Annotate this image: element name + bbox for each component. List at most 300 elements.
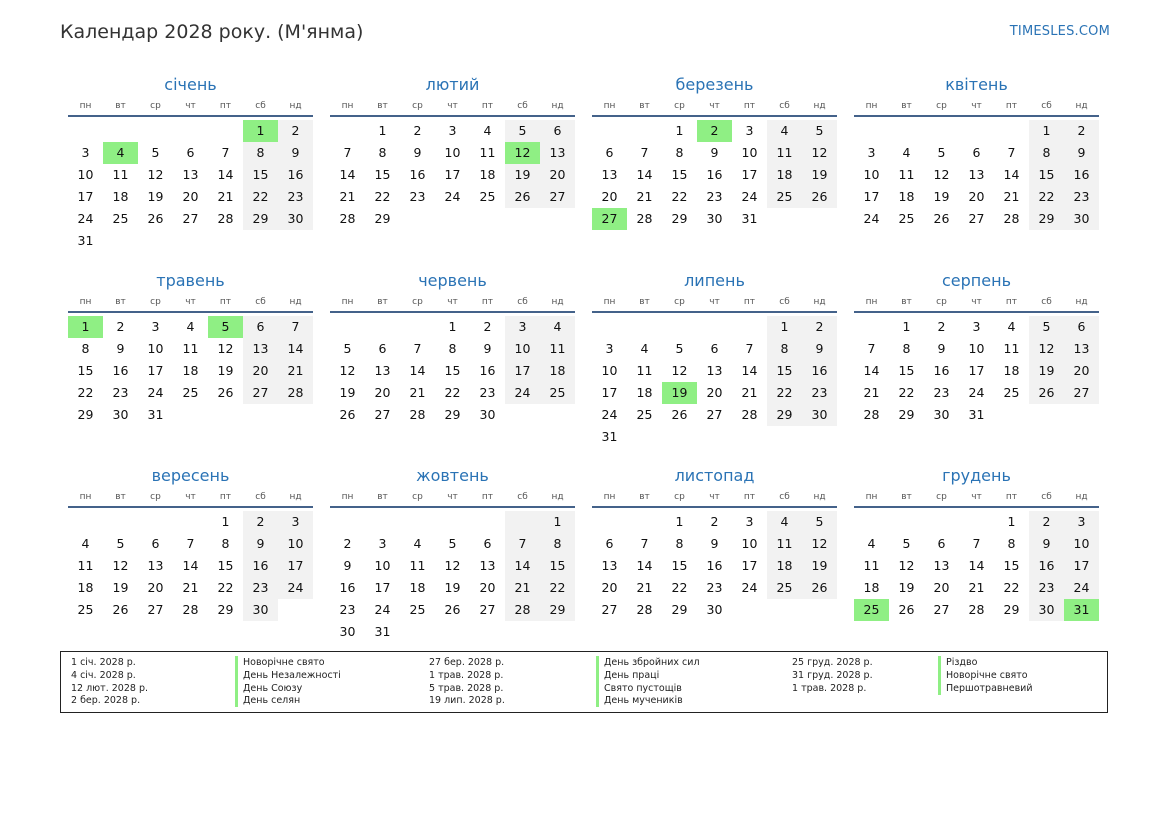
day-cell: 18	[863, 580, 880, 595]
day-cell: 11	[863, 558, 880, 573]
day-cell: 21	[863, 385, 880, 400]
day-cell: 2	[1064, 120, 1099, 142]
legend-date: 19 лип. 2028 р.	[429, 695, 505, 707]
day-cell: 12	[898, 558, 915, 573]
day-cell: 15	[1003, 558, 1020, 573]
day-cell-empty	[278, 404, 313, 426]
day-cell-empty	[540, 208, 575, 230]
legend-holiday-name: День праці	[596, 669, 659, 682]
day-cell: 1	[675, 514, 684, 529]
day-cell-empty	[435, 621, 470, 643]
weekday-label: пн	[79, 297, 92, 307]
month-name: травень	[156, 271, 225, 290]
day-cell: 19	[444, 580, 461, 595]
day-cell: 7	[1007, 145, 1016, 160]
day-cell: 21	[968, 580, 985, 595]
day-cell: 10	[444, 145, 461, 160]
day-cell: 9	[483, 341, 492, 356]
day-cell-empty	[208, 230, 243, 252]
day-cell-empty	[627, 120, 662, 142]
day-cell: 7	[640, 145, 649, 160]
day-cell: 16	[112, 363, 129, 378]
day-cell: 22	[1003, 580, 1020, 595]
weekday-label: пт	[481, 101, 494, 111]
weekday-label: чт	[185, 297, 196, 307]
day-cell: 12	[217, 341, 234, 356]
day-cell: 18	[479, 167, 496, 182]
day-cell: 21	[409, 385, 426, 400]
day-cell: 14	[863, 363, 880, 378]
day-cell-empty	[505, 621, 540, 643]
day-cell: 2	[343, 536, 352, 551]
weekday-label: нд	[289, 101, 302, 111]
day-cell: 11	[182, 341, 199, 356]
day-cell-empty	[959, 511, 994, 533]
days-grid	[592, 120, 837, 230]
day-cell: 17	[77, 189, 94, 204]
day-cell: 3	[505, 316, 540, 338]
day-cell-empty	[994, 404, 1029, 426]
day-cell: 8	[675, 536, 684, 551]
day-cell: 4	[483, 123, 492, 138]
day-cell: 11	[409, 558, 426, 573]
days-grid	[854, 120, 1099, 230]
day-cell: 7	[413, 341, 422, 356]
day-cell: 27	[479, 602, 496, 617]
day-cell-empty	[138, 120, 173, 142]
day-cell: 20	[147, 580, 164, 595]
day-cell: 28	[741, 407, 758, 422]
day-cell: 2	[710, 514, 719, 529]
day-cell: 12	[802, 533, 837, 555]
day-cell: 14	[505, 555, 540, 577]
calendar-grid	[68, 74, 1099, 660]
weekday-label: сб	[255, 101, 266, 111]
day-cell: 22	[898, 385, 915, 400]
weekday-header	[592, 97, 837, 117]
day-cell: 29	[217, 602, 234, 617]
day-cell: 5	[802, 120, 837, 142]
day-cell: 5	[448, 536, 457, 551]
day-cell: 20	[479, 580, 496, 595]
day-cell: 23	[933, 385, 950, 400]
day-cell: 15	[1029, 164, 1064, 186]
day-cell-empty	[1029, 404, 1064, 426]
weekday-label: сб	[517, 492, 528, 502]
day-cell: 17	[968, 363, 985, 378]
days-grid	[592, 511, 837, 621]
day-cell: 12	[802, 142, 837, 164]
day-cell: 14	[409, 363, 426, 378]
day-cell: 19	[1029, 360, 1064, 382]
day-cell: 12	[444, 558, 461, 573]
day-cell: 6	[605, 536, 614, 551]
day-cell-empty	[103, 230, 138, 252]
day-cell: 23	[339, 602, 356, 617]
day-cell: 14	[1003, 167, 1020, 182]
month-block	[68, 74, 313, 270]
day-cell: 30	[339, 624, 356, 639]
day-cell: 18	[636, 385, 653, 400]
day-cell: 5	[505, 120, 540, 142]
weekday-label: пт	[1005, 297, 1018, 307]
day-cell: 14	[741, 363, 758, 378]
day-cell: 24	[278, 577, 313, 599]
legend-holiday-name: День селян	[235, 694, 300, 707]
day-cell-empty	[854, 120, 889, 142]
day-cell: 17	[601, 385, 618, 400]
day-cell: 10	[1064, 533, 1099, 555]
day-cell-holiday: 2	[697, 120, 732, 142]
month-name: жовтень	[416, 466, 489, 485]
weekday-label: пн	[341, 297, 354, 307]
weekday-label: нд	[551, 297, 564, 307]
day-cell-empty	[400, 208, 435, 230]
legend-date: 1 січ. 2028 р.	[71, 657, 136, 668]
weekday-label: нд	[551, 101, 564, 111]
day-cell: 26	[112, 602, 129, 617]
day-cell: 6	[937, 536, 946, 551]
day-cell: 6	[1064, 316, 1099, 338]
day-cell-empty	[400, 621, 435, 643]
day-cell: 23	[802, 382, 837, 404]
day-cell-empty	[697, 426, 732, 448]
day-cell: 10	[741, 536, 758, 551]
day-cell: 2	[1029, 511, 1064, 533]
weekday-label: пт	[219, 297, 232, 307]
day-cell-empty	[330, 511, 365, 533]
day-cell: 10	[863, 167, 880, 182]
day-cell: 21	[636, 189, 653, 204]
weekday-label: нд	[1075, 492, 1088, 502]
legend-date: 12 лют. 2028 р.	[71, 682, 148, 694]
days-grid	[330, 120, 575, 230]
day-cell: 24	[77, 211, 94, 226]
day-cell: 13	[374, 363, 391, 378]
day-cell: 30	[479, 407, 496, 422]
day-cell: 13	[601, 167, 618, 182]
day-cell: 17	[147, 363, 164, 378]
weekday-header	[854, 293, 1099, 313]
day-cell-empty	[767, 208, 802, 230]
month-name: лютий	[425, 75, 480, 94]
day-cell: 30	[1064, 208, 1099, 230]
day-cell: 4	[640, 341, 649, 356]
day-cell: 16	[1064, 164, 1099, 186]
day-cell-empty	[243, 404, 278, 426]
day-cell: 22	[767, 382, 802, 404]
day-cell-empty	[924, 511, 959, 533]
day-cell: 31	[147, 407, 164, 422]
day-cell: 26	[217, 385, 234, 400]
day-cell: 2	[802, 316, 837, 338]
day-cell: 16	[409, 167, 426, 182]
day-cell: 29	[767, 404, 802, 426]
day-cell: 23	[706, 189, 723, 204]
days-grid	[854, 511, 1099, 621]
day-cell-empty	[732, 316, 767, 338]
day-cell: 5	[902, 536, 911, 551]
day-cell: 13	[968, 167, 985, 182]
day-cell: 11	[767, 142, 802, 164]
day-cell-empty	[470, 511, 505, 533]
day-cell-empty	[802, 599, 837, 621]
day-cell-holiday: 12	[505, 142, 540, 164]
day-cell: 16	[802, 360, 837, 382]
weekday-label: пн	[341, 492, 354, 502]
day-cell-empty	[767, 426, 802, 448]
month-block	[68, 465, 313, 660]
day-cell: 6	[710, 341, 719, 356]
days-grid	[330, 316, 575, 426]
weekday-header	[330, 488, 575, 508]
page-title: Календар 2028 року. (М'янма)	[60, 21, 364, 43]
day-cell: 24	[505, 382, 540, 404]
day-cell: 18	[767, 555, 802, 577]
day-cell: 20	[933, 580, 950, 595]
weekday-label: ср	[150, 297, 161, 307]
legend-holiday-name: Різдво	[938, 656, 977, 669]
day-cell: 28	[636, 211, 653, 226]
day-cell: 8	[378, 145, 387, 160]
day-cell: 21	[636, 580, 653, 595]
day-cell: 15	[671, 558, 688, 573]
day-cell: 30	[706, 602, 723, 617]
day-cell: 8	[448, 341, 457, 356]
day-cell: 28	[278, 382, 313, 404]
weekday-label: пт	[481, 297, 494, 307]
day-cell: 27	[706, 407, 723, 422]
day-cell: 7	[972, 536, 981, 551]
day-cell: 22	[1029, 186, 1064, 208]
day-cell: 25	[540, 382, 575, 404]
weekday-label: пт	[219, 492, 232, 502]
day-cell: 30	[706, 211, 723, 226]
day-cell: 16	[1029, 555, 1064, 577]
day-cell: 6	[605, 145, 614, 160]
day-cell: 3	[151, 319, 160, 334]
site-link[interactable]: TIMESLES.COM	[1009, 24, 1110, 39]
day-cell: 27	[601, 602, 618, 617]
day-cell: 1	[448, 319, 457, 334]
day-cell: 22	[671, 580, 688, 595]
weekday-label: сб	[1041, 101, 1052, 111]
day-cell: 25	[479, 189, 496, 204]
day-cell: 28	[505, 599, 540, 621]
day-cell: 9	[710, 145, 719, 160]
day-cell-empty	[889, 511, 924, 533]
day-cell: 30	[933, 407, 950, 422]
day-cell: 13	[933, 558, 950, 573]
day-cell: 27	[243, 382, 278, 404]
day-cell: 22	[444, 385, 461, 400]
day-cell: 19	[933, 189, 950, 204]
day-cell: 8	[81, 341, 90, 356]
day-cell-holiday: 25	[854, 599, 889, 621]
day-cell: 15	[374, 167, 391, 182]
weekday-label: ср	[412, 101, 423, 111]
day-cell-empty	[400, 316, 435, 338]
weekday-label: вт	[377, 492, 388, 502]
day-cell: 9	[243, 533, 278, 555]
day-cell: 1	[540, 511, 575, 533]
day-cell: 25	[77, 602, 94, 617]
day-cell: 11	[898, 167, 915, 182]
day-cell: 18	[898, 189, 915, 204]
day-cell: 11	[540, 338, 575, 360]
day-cell: 18	[767, 164, 802, 186]
weekday-label: пн	[79, 492, 92, 502]
weekday-label: нд	[551, 492, 564, 502]
weekday-label: пн	[603, 297, 616, 307]
day-cell: 19	[802, 164, 837, 186]
day-cell: 16	[479, 363, 496, 378]
day-cell: 20	[1064, 360, 1099, 382]
day-cell: 23	[243, 577, 278, 599]
weekday-label: нд	[813, 492, 826, 502]
day-cell: 8	[1029, 142, 1064, 164]
day-cell-empty	[278, 230, 313, 252]
day-cell: 30	[278, 208, 313, 230]
day-cell-empty	[627, 426, 662, 448]
day-cell: 17	[741, 167, 758, 182]
day-cell: 14	[217, 167, 234, 182]
weekday-label: нд	[1075, 101, 1088, 111]
day-cell: 4	[186, 319, 195, 334]
weekday-label: пт	[1005, 492, 1018, 502]
weekday-header	[68, 97, 313, 117]
day-cell: 24	[741, 580, 758, 595]
month-name: квітень	[945, 75, 1008, 94]
day-cell: 11	[636, 363, 653, 378]
day-cell-empty	[365, 511, 400, 533]
month-block	[68, 270, 313, 465]
day-cell: 26	[147, 211, 164, 226]
day-cell: 25	[182, 385, 199, 400]
weekday-label: нд	[813, 101, 826, 111]
day-cell: 6	[483, 536, 492, 551]
weekday-label: вт	[901, 297, 912, 307]
day-cell: 29	[671, 211, 688, 226]
day-cell-empty	[540, 621, 575, 643]
day-cell: 27	[933, 602, 950, 617]
weekday-label: чт	[709, 101, 720, 111]
day-cell: 16	[933, 363, 950, 378]
legend-date: 1 трав. 2028 р.	[429, 669, 504, 681]
day-cell-empty	[540, 404, 575, 426]
day-cell: 8	[540, 533, 575, 555]
day-cell-empty	[802, 208, 837, 230]
day-cell-empty	[138, 511, 173, 533]
weekday-label: пн	[79, 101, 92, 111]
day-cell: 16	[339, 580, 356, 595]
day-cell: 28	[182, 602, 199, 617]
day-cell-empty	[365, 316, 400, 338]
weekday-label: вт	[901, 101, 912, 111]
day-cell: 9	[413, 145, 422, 160]
legend-date: 4 січ. 2028 р.	[71, 669, 136, 681]
day-cell: 5	[1029, 316, 1064, 338]
legend-holiday-name: Свято пустощів	[596, 682, 682, 695]
month-name: серпень	[942, 271, 1011, 290]
day-cell: 25	[767, 186, 802, 208]
day-cell: 8	[902, 341, 911, 356]
day-cell-empty	[470, 621, 505, 643]
day-cell: 5	[675, 341, 684, 356]
weekday-header	[854, 488, 1099, 508]
day-cell: 10	[374, 558, 391, 573]
weekday-label: вт	[115, 101, 126, 111]
day-cell: 30	[1029, 599, 1064, 621]
day-cell: 24	[863, 211, 880, 226]
day-cell: 21	[1003, 189, 1020, 204]
day-cell: 6	[151, 536, 160, 551]
day-cell: 1	[767, 316, 802, 338]
day-cell: 14	[636, 558, 653, 573]
day-cell: 26	[505, 186, 540, 208]
weekday-label: нд	[289, 297, 302, 307]
day-cell-empty	[505, 208, 540, 230]
weekday-label: ср	[936, 297, 947, 307]
weekday-label: чт	[447, 101, 458, 111]
day-cell: 13	[601, 558, 618, 573]
day-cell: 26	[444, 602, 461, 617]
day-cell-empty	[854, 316, 889, 338]
day-cell: 1	[378, 123, 387, 138]
day-cell: 23	[479, 385, 496, 400]
day-cell: 3	[605, 341, 614, 356]
day-cell: 21	[182, 580, 199, 595]
day-cell: 26	[802, 577, 837, 599]
weekday-label: сб	[1041, 297, 1052, 307]
day-cell: 1	[675, 123, 684, 138]
day-cell-empty	[592, 120, 627, 142]
weekday-label: нд	[289, 492, 302, 502]
day-cell: 16	[278, 164, 313, 186]
weekday-label: нд	[813, 297, 826, 307]
weekday-label: ср	[674, 492, 685, 502]
day-cell: 20	[601, 189, 618, 204]
day-cell: 23	[112, 385, 129, 400]
day-cell: 3	[867, 145, 876, 160]
day-cell: 4	[540, 316, 575, 338]
day-cell-empty	[505, 404, 540, 426]
day-cell: 5	[937, 145, 946, 160]
day-cell-empty	[802, 426, 837, 448]
day-cell: 27	[968, 211, 985, 226]
day-cell-holiday: 4	[103, 142, 138, 164]
day-cell: 13	[706, 363, 723, 378]
day-cell: 24	[968, 385, 985, 400]
day-cell: 25	[767, 577, 802, 599]
day-cell-empty	[330, 120, 365, 142]
day-cell: 1	[1029, 120, 1064, 142]
day-cell-empty	[889, 120, 924, 142]
day-cell: 24	[741, 189, 758, 204]
weekday-label: сб	[779, 297, 790, 307]
weekday-header	[68, 293, 313, 313]
day-cell: 24	[374, 602, 391, 617]
day-cell: 10	[147, 341, 164, 356]
day-cell: 9	[710, 536, 719, 551]
day-cell: 3	[745, 514, 754, 529]
day-cell: 29	[444, 407, 461, 422]
day-cell: 24	[444, 189, 461, 204]
weekday-label: пн	[603, 492, 616, 502]
days-grid	[854, 316, 1099, 426]
day-cell: 1	[902, 319, 911, 334]
day-cell: 7	[745, 341, 754, 356]
